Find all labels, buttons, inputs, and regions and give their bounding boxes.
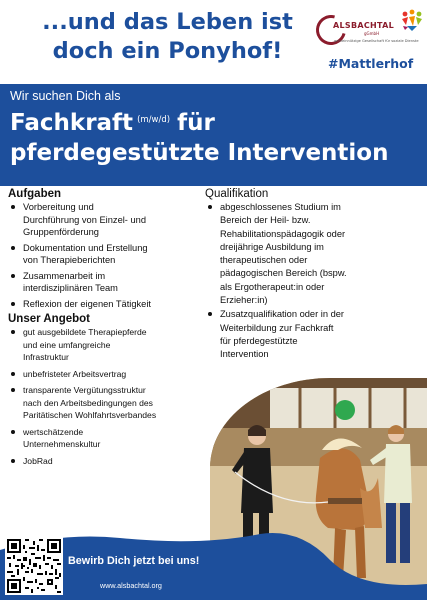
- list-item-line: wertschätzende: [23, 426, 84, 437]
- list-item-line: Rehabilitationspädagogik oder: [220, 228, 346, 239]
- alsbachtal-logo[interactable]: [316, 12, 424, 50]
- aufgaben-list: [8, 201, 208, 310]
- list-item-line: transparente Vergütungsstruktur: [23, 385, 146, 395]
- hashtag: #Mattlerhof: [328, 56, 414, 71]
- headline-line-2: doch ein Ponyhof!: [52, 38, 283, 64]
- qualifikation-heading: Qualifikation: [205, 188, 269, 200]
- qualifikation-list: [205, 201, 423, 362]
- job-title-word: Fachkraft: [10, 110, 134, 136]
- intro-text: Wir suchen Dich als: [10, 89, 121, 103]
- list-item-line: Gruppenförderung: [23, 227, 99, 237]
- list-item: [8, 326, 208, 364]
- list-item-line: JobRad: [23, 455, 53, 466]
- logo-name: ALSBACHTAL: [333, 21, 395, 30]
- left-column: [8, 188, 208, 471]
- list-item-line: Unternehmenskultur: [23, 439, 101, 449]
- headline: [30, 8, 305, 66]
- gender-tag: (m/w/d): [137, 115, 171, 125]
- header: [0, 0, 427, 84]
- logo-subtitle: gGmbH: [364, 31, 380, 36]
- logo-tagline: gemeinnützige Gesellschaft für soziale Dienste: [334, 39, 419, 43]
- right-column: [205, 188, 423, 363]
- list-item-line: gut ausgebildete Therapiepferde: [23, 327, 147, 337]
- list-item-line: Zusammenarbeit im: [23, 270, 106, 281]
- list-item-line: pädagogischen Bereich (bspw.: [220, 268, 347, 279]
- list-item-line: abgeschlossenes Studium im: [220, 202, 341, 212]
- headline-line-1: ...und das Leben ist: [42, 9, 293, 35]
- qr-code-graphic: [7, 539, 61, 593]
- list-item: [8, 426, 208, 451]
- job-title-line-2: pferdegestützte Intervention: [10, 140, 389, 166]
- aufgaben-heading: Aufgaben: [8, 188, 62, 200]
- angebot-heading: Unser Angebot: [8, 313, 90, 325]
- list-item-line: Erzieher:in): [220, 295, 268, 306]
- list-item-line: und eine umfangreiche: [23, 339, 111, 350]
- list-item: [8, 270, 208, 295]
- list-item-line: Zusatzqualifikation oder in der: [220, 309, 345, 320]
- list-item-line: interdisziplinären Team: [23, 283, 118, 293]
- list-item-line: Infrastruktur: [23, 352, 69, 362]
- list-item: [8, 384, 208, 422]
- job-title-line-1: [10, 105, 215, 138]
- ball: [335, 400, 355, 420]
- list-item: [205, 308, 423, 361]
- apply-cta: Bewirb Dich jetzt bei uns!: [68, 555, 200, 567]
- list-item-line: Bereich der Heil- bzw.: [220, 215, 311, 226]
- list-item-line: von Therapieberichten: [23, 255, 116, 265]
- list-item: [8, 242, 208, 267]
- list-item-line: Vorbereitung und: [23, 202, 94, 212]
- list-item: [205, 201, 423, 307]
- list-item-line: Intervention: [220, 349, 269, 360]
- list-item-line: Durchführung von Einzel- und: [23, 214, 146, 225]
- list-item-line: unbefristeter Arbeitsvertrag: [23, 368, 127, 379]
- list-item-line: für pferdegestützte: [220, 335, 298, 346]
- list-item-line: therapeutischen oder: [220, 255, 308, 266]
- job-title-after: für: [177, 110, 215, 136]
- list-item-line: als Ergotherapeut:in oder: [220, 281, 325, 292]
- qr-code[interactable]: [5, 537, 63, 595]
- footer-wave: [0, 520, 427, 600]
- website-link[interactable]: www.alsbachtal.org: [100, 581, 162, 590]
- list-item: [8, 298, 208, 311]
- list-item: [8, 455, 208, 468]
- list-item-line: Paritätischen Wohlfahrtsverbandes: [23, 410, 157, 420]
- angebot-list: [8, 326, 208, 467]
- title-band: [0, 84, 427, 186]
- list-item-line: Weiterbildung zur Fachkraft: [220, 322, 334, 333]
- list-item-line: Reflexion der eigenen Tätigkeit: [23, 298, 152, 309]
- list-item-line: dreijährige Ausbildung im: [220, 241, 324, 252]
- list-item: [8, 368, 208, 381]
- list-item-line: Dokumentation und Erstellung: [23, 242, 148, 253]
- logo-figures-icon: [400, 8, 424, 32]
- list-item: [8, 201, 208, 239]
- list-item-line: nach den Arbeitsbedingungen des: [23, 397, 153, 408]
